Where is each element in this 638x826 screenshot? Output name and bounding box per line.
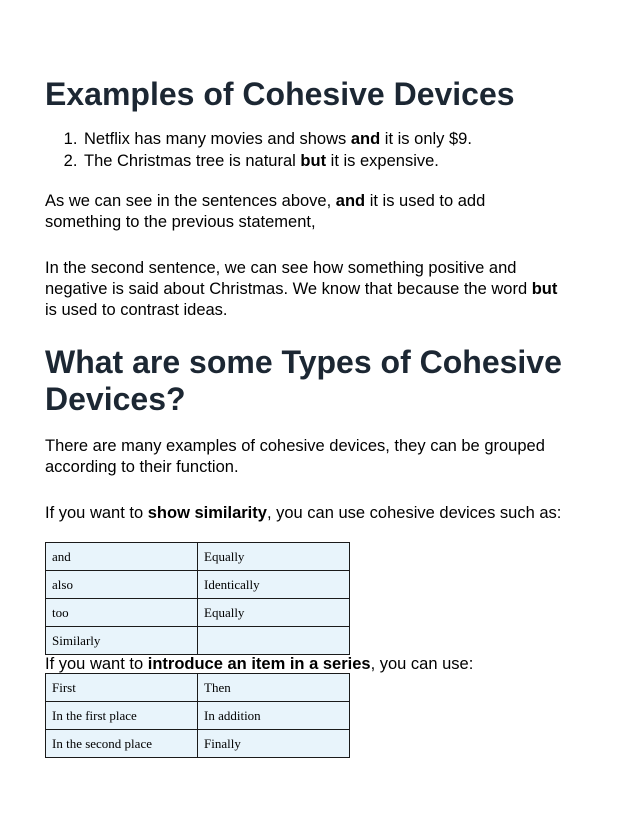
table-row bbox=[46, 674, 350, 702]
list-item bbox=[82, 150, 472, 172]
table-cell: In addition bbox=[198, 702, 350, 730]
table-cell: Similarly bbox=[46, 627, 198, 655]
table-row bbox=[46, 571, 350, 599]
table-cell: First bbox=[46, 674, 198, 702]
table-cell bbox=[198, 627, 350, 655]
table-cell: Then bbox=[198, 674, 350, 702]
table-cell: Equally bbox=[198, 543, 350, 571]
heading-types: What are some Types of Cohesive Devices? bbox=[45, 344, 562, 417]
paragraph-intro: There are many examples of cohesive devices, they can be grouped according to their function. bbox=[45, 437, 545, 476]
list-text: it is only $9. bbox=[380, 130, 472, 148]
list-bold: but bbox=[300, 152, 327, 170]
table-row bbox=[46, 627, 350, 655]
list-item bbox=[82, 128, 472, 150]
table-cell: In the first place bbox=[46, 702, 198, 730]
table-cell: too bbox=[46, 599, 198, 627]
table-row bbox=[46, 730, 350, 758]
paragraph-and: As we can see in the sentences above, and it is used to add something to the previous statement, bbox=[45, 192, 486, 231]
table-cell: In the second place bbox=[46, 730, 198, 758]
example-list bbox=[45, 128, 472, 172]
series-table bbox=[45, 673, 350, 758]
list-text: The Christmas tree is natural bbox=[84, 152, 301, 170]
table-row bbox=[46, 543, 350, 571]
table-cell: Finally bbox=[198, 730, 350, 758]
table-row bbox=[46, 599, 350, 627]
table-cell: Identically bbox=[198, 571, 350, 599]
list-text: it is expensive. bbox=[326, 152, 439, 170]
similarity-table bbox=[45, 542, 350, 655]
list-bold: and bbox=[350, 130, 381, 148]
table-cell: Equally bbox=[198, 599, 350, 627]
paragraph-similarity: If you want to show similarity, you can use cohesive devices such as: bbox=[45, 504, 562, 522]
table-cell: and bbox=[46, 543, 198, 571]
table-row bbox=[46, 702, 350, 730]
list-text: Netflix has many movies and shows bbox=[84, 130, 351, 148]
paragraph-but: In the second sentence, we can see how something positive and negative is said about Christmas. We know that because the word but is used to contrast ideas. bbox=[45, 259, 558, 319]
heading-examples: Examples of Cohesive Devices bbox=[45, 76, 515, 112]
table-cell: also bbox=[46, 571, 198, 599]
paragraph-series: If you want to introduce an item in a series, you can use: bbox=[45, 655, 474, 673]
